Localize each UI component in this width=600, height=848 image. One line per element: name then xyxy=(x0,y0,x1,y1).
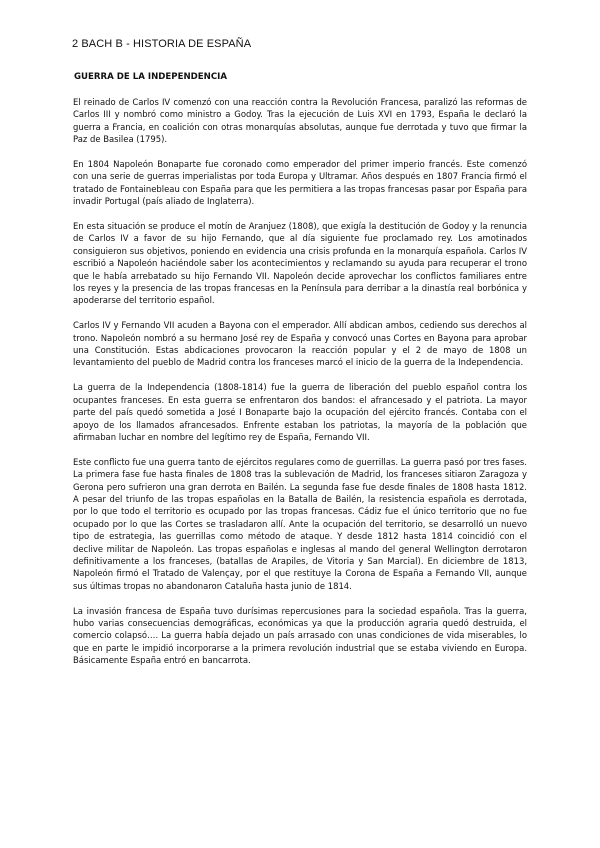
page-header: 2 BACH B - HISTORIA DE ESPAÑA xyxy=(72,38,252,50)
paragraph-4: Carlos IV y Fernando VII acuden a Bayona con el emperador. Allí abdican ambos, cediendo sus derechos al trono. Napoleón nombró a su hermano José rey de España y convocó unas Cortes en Bayona para aprobar una Constitución. Estas abdicaciones provocaron la reacción popular y el 2 de mayo de 1808 un levantamiento del pueblo de Madrid contra los franceses marcó el inicio de la guerra de la Independencia. xyxy=(73,320,527,368)
paragraph-1: El reinado de Carlos IV comenzó con una reacción contra la Revolución Francesa, paralizó las reformas de Carlos III y nombró como ministro a Godoy. Tras la ejecución de Luis XVI en 1793, España le declaró la guerra a Francia, en coalición con otras monarquías absolutas, aunque fue derrotada y tuvo que firmar la Paz de Basilea (1795). xyxy=(73,97,527,145)
document-body xyxy=(73,96,527,679)
paragraph-7: La invasión francesa de España tuvo durísimas repercusiones para la sociedad española. Tras la guerra, hubo varias consecuencias demográficas, económicas ya que la producción agraria quedó destruida, el comercio colapsó…. La guerra había dejado un país arrasado con unas condiciones de vida miserables, lo que en parte le impidió incorporarse a la primera revolución industrial que se estaba viviendo en Europa. Básicamente España entró en bancarrota. xyxy=(73,605,527,666)
document-title: GUERRA DE LA INDEPENDENCIA xyxy=(74,72,228,82)
paragraph-2: En 1804 Napoleón Bonaparte fue coronado como emperador del primer imperio francés. Este comenzó con una serie de guerras imperialistas por toda Europa y Ultramar. Años después en 1807 Francia firmó el tratado de Fontainebleau con España para que les permitiera a las tropas francesas pasar por España para invadir Portugal (país aliado de Inglaterra). xyxy=(73,159,527,207)
paragraph-3: En esta situación se produce el motín de Aranjuez (1808), que exigía la destitución de Godoy y la renuncia de Carlos IV a favor de su hijo Fernando, que al día siguiente fue proclamado rey. Los amotinados consiguieron sus objetivos, poniendo en evidencia una crisis profunda en la monarquía española. Carlos IV escribió a Napoleón haciéndole saber los acontecimientos y reclamando su ayuda para recuperar el trono que le había arrebatado su hijo Fernando VII. Napoleón decide aprovechar los conflictos familiares entre los reyes y la presencia de las tropas francesas en la Península para derribar a la dinastía real borbónica y apoderarse del territorio español. xyxy=(73,221,527,306)
paragraph-6: Este conflicto fue una guerra tanto de ejércitos regulares como de guerrillas. La guerra pasó por tres fases. La primera fase fue hasta finales de 1808 tras la sublevación de Madrid, los franceses sitiaron Zaragoza y Gerona pero sufrieron una gran derrota en Bailén. La segunda fase fue desde finales de 1808 hasta 1812. A pesar del triunfo de las tropas españolas en la Batalla de Bailén, la resistencia española es derrotada, por lo que todo el territorio es ocupado por las tropas francesas. Cádiz fue el único territorio que no fue ocupado por lo que las Cortes se trasladaron allí. Ante la ocupación del territorio, se desarrolló un nuevo tipo de estrategia, las guerrillas como método de ataque. Y desde 1812 hasta 1814 coincidió con el declive militar de Napoleón. Las tropas españolas e inglesas al mando del general Wellington derrotaron definitivamente a los franceses, (batallas de Arapiles, de Vitoria y San Marcial). En diciembre de 1813, Napoleón firmó el Tratado de Valençay, por el que restituye la Corona de España a Fernando VII, aunque sus últimas tropas no abandonaron Cataluña hasta junio de 1814. xyxy=(73,456,527,591)
paragraph-5: La guerra de la Independencia (1808-1814) fue la guerra de liberación del pueblo español contra los ocupantes franceses. En esta guerra se enfrentaron dos bandos: el afrancesado y el patriota. La mayor parte del país quedó sometida a José I Bonaparte bajo la ocupación del ejército francés. Contaba con el apoyo de los llamados afrancesados. Enfrente estaban los patriotas, la mayoría de la población que afirmaban luchar en nombre del legítimo rey de España, Fernando VII. xyxy=(73,382,527,442)
